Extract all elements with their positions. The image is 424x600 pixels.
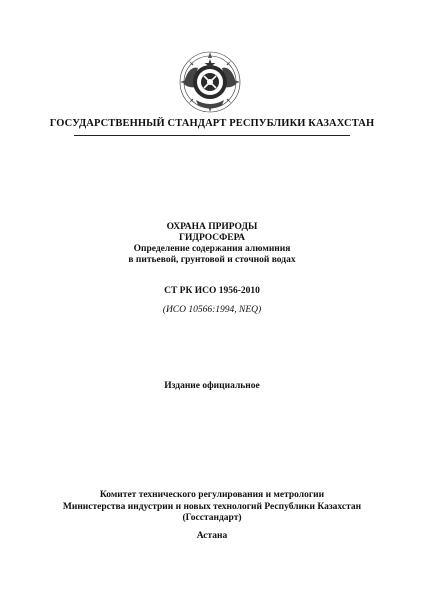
committee-line: Комитет технического регулирования и метрологии xyxy=(99,490,325,500)
committee-block xyxy=(0,490,424,525)
header-divider xyxy=(74,135,350,136)
edition-label: Издание официальное xyxy=(164,381,260,391)
committee-line: Министерства индустрии и новых технологий Республики Казахстан xyxy=(62,501,362,512)
title-line: в питьевой, грунтовой и сточной водах xyxy=(128,255,296,265)
iso-reference: (ИСО 10566:1994, NEQ) xyxy=(162,305,262,315)
city-label: Астана xyxy=(196,531,228,541)
state-emblem-icon xyxy=(178,50,242,114)
standard-number: СТ РК ИСО 1956-2010 xyxy=(164,286,260,296)
title-line: Определение содержания алюминия xyxy=(133,244,291,254)
document-header-title: ГОСУДАРСТВЕННЫЙ СТАНДАРТ РЕСПУБЛИКИ КАЗАХСТАН xyxy=(49,118,375,129)
title-line: ГИДРОСФЕРА xyxy=(178,233,246,243)
document-title-block xyxy=(0,222,424,266)
title-line: ОХРАНА ПРИРОДЫ xyxy=(166,222,258,232)
committee-line: (Госстандарт) xyxy=(182,513,242,523)
